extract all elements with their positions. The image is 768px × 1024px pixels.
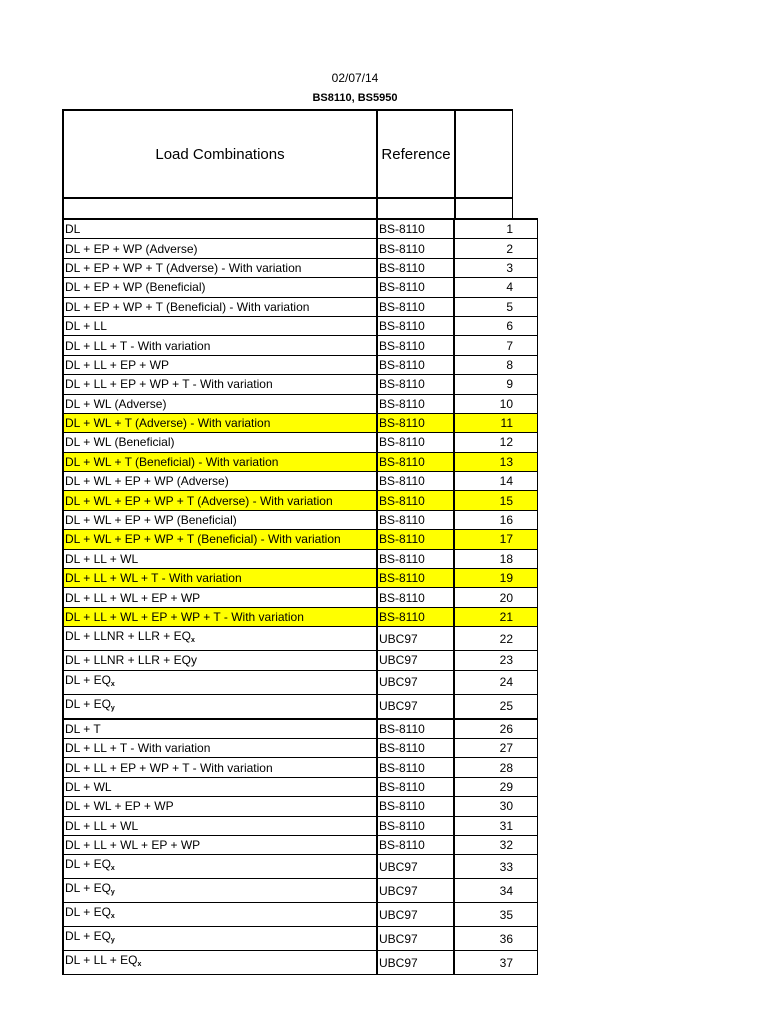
table-row <box>63 758 538 777</box>
combination-text: DL + EQ <box>65 672 111 687</box>
combination-cell <box>63 549 377 568</box>
number-cell: 10 <box>454 394 538 413</box>
combination-text: DL + WL <box>65 779 112 794</box>
combination-cell <box>63 452 377 471</box>
number-cell: 9 <box>454 375 538 394</box>
combination-text: DL + LL + T - With variation <box>65 338 211 353</box>
number-cell: 17 <box>454 530 538 549</box>
combination-cell <box>63 758 377 777</box>
table-row <box>63 413 538 432</box>
number-cell: 29 <box>454 777 538 796</box>
table-row <box>63 777 538 796</box>
combination-cell <box>63 433 377 452</box>
combination-text: DL + LL + EP + WP <box>65 357 169 372</box>
combination-text: DL + WL + EP + WP (Beneficial) <box>65 513 237 528</box>
number-cell: 2 <box>454 239 538 258</box>
number-cell: 12 <box>454 433 538 452</box>
combination-subscript: y <box>110 704 115 712</box>
reference-cell: BS-8110 <box>377 375 454 394</box>
reference-cell: UBC97 <box>377 927 454 951</box>
combination-text: DL + EQ <box>65 929 111 944</box>
combinations-body <box>63 219 538 975</box>
reference-cell: BS-8110 <box>377 472 454 491</box>
reference-cell: BS-8110 <box>377 297 454 316</box>
combination-cell <box>63 627 377 651</box>
table-row <box>63 738 538 757</box>
number-cell: 30 <box>454 797 538 816</box>
combination-text: DL + EP + WP (Beneficial) <box>65 280 206 295</box>
number-cell: 34 <box>454 879 538 903</box>
combination-text: DL + LLNR + LLR + EQy <box>65 653 197 668</box>
number-cell: 27 <box>454 738 538 757</box>
reference-cell: BS-8110 <box>377 588 454 607</box>
combination-cell <box>63 855 377 879</box>
number-cell: 24 <box>454 670 538 694</box>
number-cell: 33 <box>454 855 538 879</box>
combination-text: DL + EQ <box>65 881 111 896</box>
combination-cell <box>63 719 377 739</box>
combination-cell <box>63 797 377 816</box>
combination-text: DL + EP + WP (Adverse) <box>65 241 198 256</box>
combination-cell <box>63 879 377 903</box>
reference-cell: UBC97 <box>377 670 454 694</box>
combination-text: DL + WL + T (Beneficial) - With variation <box>65 454 279 469</box>
combination-text: DL + LL + EP + WP + T - With variation <box>65 377 273 392</box>
number-cell: 16 <box>454 510 538 529</box>
combination-text: DL + LL + T - With variation <box>65 741 211 756</box>
number-cell: 6 <box>454 316 538 335</box>
combination-cell <box>63 903 377 927</box>
combination-text: DL + WL (Adverse) <box>65 396 167 411</box>
table-row <box>63 258 538 277</box>
table-row <box>63 530 538 549</box>
combination-text: DL + LLNR + LLR + EQ <box>65 629 191 644</box>
table-row <box>63 297 538 316</box>
reference-cell: BS-8110 <box>377 491 454 510</box>
number-cell: 1 <box>454 219 538 239</box>
combination-cell <box>63 816 377 835</box>
load-combinations-sheet <box>62 109 513 975</box>
table-row <box>63 452 538 471</box>
header-number <box>454 111 515 197</box>
combination-cell <box>63 835 377 854</box>
combination-text: DL + WL + T (Adverse) - With variation <box>65 416 271 431</box>
blank-row <box>62 197 513 218</box>
reference-cell: BS-8110 <box>377 278 454 297</box>
reference-cell: BS-8110 <box>377 394 454 413</box>
header-reference: Reference <box>376 111 454 197</box>
reference-cell: UBC97 <box>377 627 454 651</box>
combination-text: DL + LL <box>65 319 107 334</box>
number-cell: 21 <box>454 607 538 626</box>
reference-cell: BS-8110 <box>377 758 454 777</box>
combination-text: DL <box>65 222 81 237</box>
combination-cell <box>63 413 377 432</box>
table-row <box>63 588 538 607</box>
table-row <box>63 549 538 568</box>
number-cell: 22 <box>454 627 538 651</box>
combination-cell <box>63 491 377 510</box>
number-cell: 13 <box>454 452 538 471</box>
table-row <box>63 855 538 879</box>
table-header <box>62 109 513 197</box>
combination-cell <box>63 394 377 413</box>
number-cell: 8 <box>454 355 538 374</box>
reference-cell: BS-8110 <box>377 258 454 277</box>
table-row <box>63 607 538 626</box>
reference-cell: UBC97 <box>377 879 454 903</box>
combination-text: DL + EQ <box>65 857 111 872</box>
reference-cell: BS-8110 <box>377 569 454 588</box>
number-cell: 4 <box>454 278 538 297</box>
reference-cell: UBC97 <box>377 855 454 879</box>
number-cell: 14 <box>454 472 538 491</box>
combination-text: DL + LL + WL + EP + WP <box>65 590 201 605</box>
number-cell: 26 <box>454 719 538 739</box>
reference-cell: UBC97 <box>377 651 454 670</box>
number-cell: 11 <box>454 413 538 432</box>
combination-text: DL + WL (Beneficial) <box>65 435 175 450</box>
table-row <box>63 719 538 739</box>
combination-cell <box>63 219 377 239</box>
combination-subscript: x <box>190 637 195 645</box>
combination-text: DL + LL + WL <box>65 551 139 566</box>
reference-cell: BS-8110 <box>377 433 454 452</box>
combination-subscript: x <box>110 913 115 921</box>
number-cell: 20 <box>454 588 538 607</box>
header-load-combinations: Load Combinations <box>155 145 285 163</box>
number-cell: 15 <box>454 491 538 510</box>
combination-cell <box>63 694 377 719</box>
table-row <box>63 835 538 854</box>
number-cell: 28 <box>454 758 538 777</box>
combination-cell <box>63 927 377 951</box>
table-row <box>63 472 538 491</box>
table-row <box>63 375 538 394</box>
reference-cell: BS-8110 <box>377 738 454 757</box>
number-cell: 37 <box>454 951 538 975</box>
combination-text: DL + WL + EP + WP <box>65 799 174 814</box>
reference-cell: UBC97 <box>377 694 454 719</box>
combination-text: DL + T <box>65 721 101 736</box>
combination-cell <box>63 670 377 694</box>
document-date: 02/07/14 <box>331 71 379 85</box>
blank-cell <box>454 199 515 218</box>
combination-text: DL + LL + WL + T - With variation <box>65 571 242 586</box>
combination-cell <box>63 316 377 335</box>
table-row <box>63 336 538 355</box>
table-row <box>63 219 538 239</box>
reference-cell: BS-8110 <box>377 239 454 258</box>
table-row <box>63 670 538 694</box>
combination-text: DL + LL + EP + WP + T - With variation <box>65 760 273 775</box>
combination-text: DL + WL + EP + WP + T (Beneficial) - With variation <box>65 532 341 547</box>
combination-cell <box>63 651 377 670</box>
number-cell: 7 <box>454 336 538 355</box>
reference-cell: UBC97 <box>377 903 454 927</box>
reference-cell: BS-8110 <box>377 816 454 835</box>
number-cell: 23 <box>454 651 538 670</box>
reference-cell: BS-8110 <box>377 316 454 335</box>
combination-subscript: x <box>110 865 115 873</box>
combination-cell <box>63 777 377 796</box>
combination-cell <box>63 355 377 374</box>
reference-cell: UBC97 <box>377 951 454 975</box>
reference-cell: BS-8110 <box>377 219 454 239</box>
combination-text: DL + WL + EP + WP + T (Adverse) - With variation <box>65 493 333 508</box>
combination-cell <box>63 239 377 258</box>
combination-text: DL + LL + WL + EP + WP + T - With variation <box>65 610 304 624</box>
table-row <box>63 433 538 452</box>
table-row <box>63 355 538 374</box>
table-row <box>63 879 538 903</box>
reference-cell: BS-8110 <box>377 607 454 626</box>
reference-cell: BS-8110 <box>377 777 454 796</box>
combination-cell <box>63 607 377 626</box>
combination-cell <box>63 336 377 355</box>
combination-cell <box>63 297 377 316</box>
table-row <box>63 694 538 719</box>
table-row <box>63 316 538 335</box>
combination-cell <box>63 375 377 394</box>
reference-cell: BS-8110 <box>377 355 454 374</box>
combination-cell <box>63 738 377 757</box>
table-row <box>63 927 538 951</box>
table-row <box>63 951 538 975</box>
reference-cell: BS-8110 <box>377 719 454 739</box>
combination-text: DL + EP + WP + T (Adverse) - With variation <box>65 260 302 275</box>
combination-cell <box>63 569 377 588</box>
combination-subscript: y <box>110 889 115 897</box>
combination-text: DL + EQ <box>65 696 111 711</box>
combination-text: DL + LL + EQ <box>65 953 138 968</box>
table-row <box>63 491 538 510</box>
combination-text: DL + WL + EP + WP (Adverse) <box>65 474 229 489</box>
combination-text: DL + EQ <box>65 905 111 920</box>
combination-cell <box>63 510 377 529</box>
table-row <box>63 510 538 529</box>
combination-subscript: y <box>110 937 115 945</box>
table-row <box>63 816 538 835</box>
combination-cell <box>63 278 377 297</box>
number-cell: 36 <box>454 927 538 951</box>
reference-cell: BS-8110 <box>377 835 454 854</box>
number-cell: 19 <box>454 569 538 588</box>
combination-text: DL + LL + WL + EP + WP <box>65 838 201 853</box>
table-row <box>63 797 538 816</box>
combination-cell <box>63 951 377 975</box>
combination-text: DL + LL + WL <box>65 818 139 833</box>
blank-cell <box>376 199 454 218</box>
reference-cell: BS-8110 <box>377 510 454 529</box>
combination-subscript: x <box>110 680 115 688</box>
combination-cell <box>63 530 377 549</box>
number-cell: 3 <box>454 258 538 277</box>
number-cell: 18 <box>454 549 538 568</box>
reference-cell: BS-8110 <box>377 413 454 432</box>
table-row <box>63 627 538 651</box>
table-row <box>63 394 538 413</box>
table-row <box>63 278 538 297</box>
combination-text: DL + EP + WP + T (Beneficial) - With variation <box>65 299 310 314</box>
number-cell: 32 <box>454 835 538 854</box>
reference-cell: BS-8110 <box>377 797 454 816</box>
table-row <box>63 239 538 258</box>
number-cell: 5 <box>454 297 538 316</box>
combination-cell <box>63 258 377 277</box>
combination-cell <box>63 588 377 607</box>
reference-cell: BS-8110 <box>377 452 454 471</box>
combination-cell <box>63 472 377 491</box>
reference-cell: BS-8110 <box>377 336 454 355</box>
number-cell: 25 <box>454 694 538 719</box>
number-cell: 31 <box>454 816 538 835</box>
combinations-table <box>62 218 538 975</box>
reference-cell: BS-8110 <box>377 530 454 549</box>
combination-subscript: x <box>137 961 142 969</box>
table-row <box>63 651 538 670</box>
number-cell: 35 <box>454 903 538 927</box>
reference-cell: BS-8110 <box>377 549 454 568</box>
table-row <box>63 569 538 588</box>
document-subtitle: BS8110, BS5950 <box>312 92 398 104</box>
table-row <box>63 903 538 927</box>
